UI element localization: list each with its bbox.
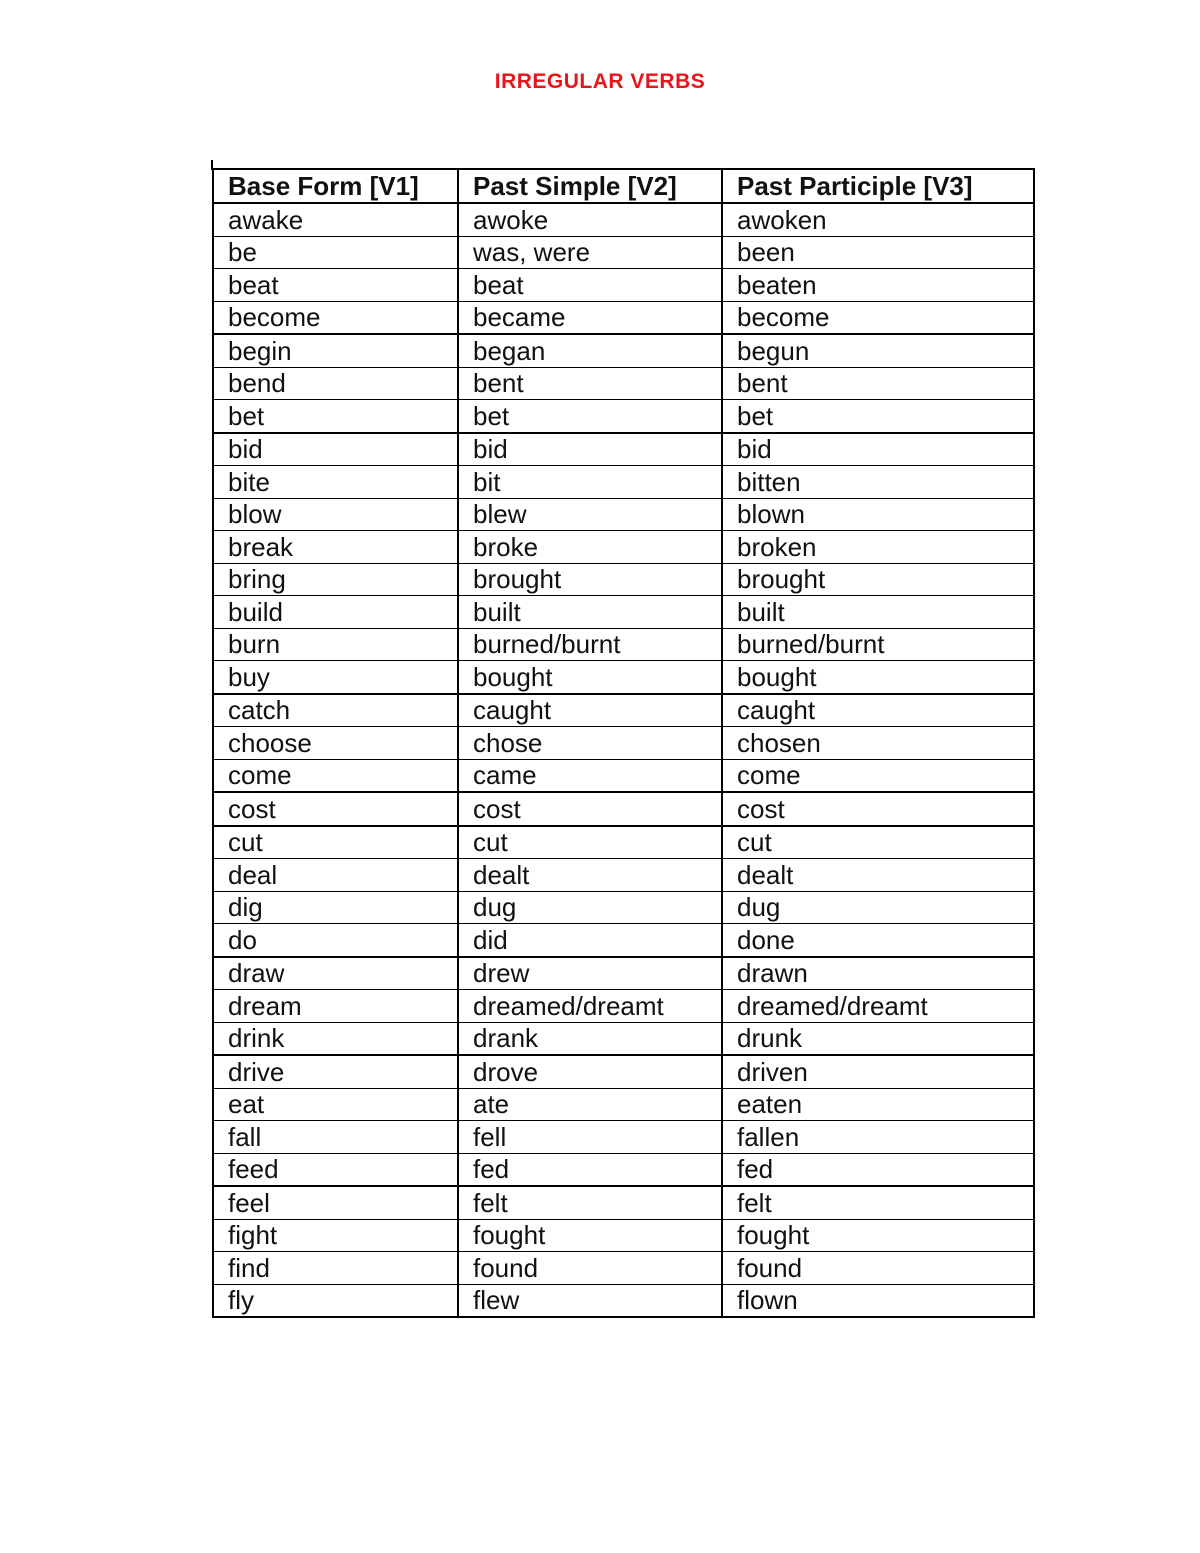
cell-base-form: cost — [213, 792, 458, 826]
cell-past-simple: flew — [458, 1284, 722, 1317]
table-row — [213, 466, 1034, 499]
cell-base-form: catch — [213, 694, 458, 727]
cell-past-participle: drawn — [722, 957, 1034, 990]
cell-base-form: find — [213, 1252, 458, 1285]
table-header-row — [213, 169, 1034, 203]
cell-past-simple: beat — [458, 269, 722, 302]
cell-past-simple: began — [458, 334, 722, 367]
table-row — [213, 628, 1034, 661]
table-row — [213, 1121, 1034, 1154]
cell-base-form: build — [213, 596, 458, 629]
cell-base-form: fall — [213, 1121, 458, 1154]
cell-past-simple: broke — [458, 531, 722, 564]
table-row — [213, 236, 1034, 269]
cell-past-simple: bid — [458, 433, 722, 466]
cell-past-simple: bought — [458, 661, 722, 694]
cell-base-form: awake — [213, 203, 458, 236]
cell-past-participle: burned/burnt — [722, 628, 1034, 661]
cell-past-simple: bet — [458, 400, 722, 433]
cell-past-participle: found — [722, 1252, 1034, 1285]
cell-past-participle: felt — [722, 1186, 1034, 1219]
cell-base-form: fight — [213, 1219, 458, 1252]
cell-base-form: begin — [213, 334, 458, 367]
table-row — [213, 826, 1034, 859]
cell-past-participle: cut — [722, 826, 1034, 859]
cell-base-form: deal — [213, 859, 458, 892]
table-row — [213, 1055, 1034, 1088]
cell-past-simple: fell — [458, 1121, 722, 1154]
table-row — [213, 1284, 1034, 1317]
cell-base-form: be — [213, 236, 458, 269]
cell-base-form: come — [213, 759, 458, 792]
cell-past-simple: drove — [458, 1055, 722, 1088]
cell-past-participle: dreamed/dreamt — [722, 990, 1034, 1023]
cell-past-participle: fallen — [722, 1121, 1034, 1154]
cell-past-simple: felt — [458, 1186, 722, 1219]
cell-base-form: become — [213, 301, 458, 334]
cell-past-participle: dealt — [722, 859, 1034, 892]
table-row — [213, 1088, 1034, 1121]
cell-past-simple: bit — [458, 466, 722, 499]
cell-past-participle: driven — [722, 1055, 1034, 1088]
table-row — [213, 792, 1034, 826]
cell-base-form: blow — [213, 498, 458, 531]
cell-base-form: drink — [213, 1022, 458, 1055]
cell-past-simple: awoke — [458, 203, 722, 236]
cell-base-form: bend — [213, 367, 458, 400]
irregular-verbs-table — [212, 168, 1035, 1318]
column-header-past-participle: Past Participle [V3] — [722, 169, 1034, 203]
table-row — [213, 531, 1034, 564]
cell-past-participle: bent — [722, 367, 1034, 400]
cell-past-simple: fought — [458, 1219, 722, 1252]
cell-base-form: break — [213, 531, 458, 564]
table-row — [213, 400, 1034, 433]
table-row — [213, 694, 1034, 727]
cell-past-participle: dug — [722, 891, 1034, 924]
cell-past-simple: brought — [458, 563, 722, 596]
table-row — [213, 203, 1034, 236]
cell-past-participle: bet — [722, 400, 1034, 433]
cell-past-simple: burned/burnt — [458, 628, 722, 661]
table-row — [213, 1022, 1034, 1055]
table-row — [213, 1219, 1034, 1252]
cell-past-simple: dealt — [458, 859, 722, 892]
cell-past-participle: come — [722, 759, 1034, 792]
cell-past-simple: chose — [458, 727, 722, 760]
cell-past-participle: caught — [722, 694, 1034, 727]
cell-base-form: cut — [213, 826, 458, 859]
table-row — [213, 990, 1034, 1023]
cell-past-simple: found — [458, 1252, 722, 1285]
cell-past-participle: cost — [722, 792, 1034, 826]
cell-past-simple: was, were — [458, 236, 722, 269]
cell-base-form: do — [213, 924, 458, 957]
cell-past-participle: done — [722, 924, 1034, 957]
cell-base-form: feed — [213, 1153, 458, 1186]
table-row — [213, 859, 1034, 892]
cell-past-participle: awoken — [722, 203, 1034, 236]
cell-past-participle: eaten — [722, 1088, 1034, 1121]
cell-past-participle: beaten — [722, 269, 1034, 302]
table-row — [213, 1186, 1034, 1219]
table-row — [213, 367, 1034, 400]
cell-past-simple: blew — [458, 498, 722, 531]
cell-past-simple: bent — [458, 367, 722, 400]
cell-past-simple: ate — [458, 1088, 722, 1121]
table-row — [213, 727, 1034, 760]
table-row — [213, 301, 1034, 334]
table-row — [213, 334, 1034, 367]
cell-base-form: beat — [213, 269, 458, 302]
cell-past-participle: broken — [722, 531, 1034, 564]
cell-past-simple: did — [458, 924, 722, 957]
cell-past-participle: built — [722, 596, 1034, 629]
cell-past-participle: bitten — [722, 466, 1034, 499]
cell-past-simple: built — [458, 596, 722, 629]
cell-past-participle: fought — [722, 1219, 1034, 1252]
cell-past-participle: begun — [722, 334, 1034, 367]
cell-base-form: bite — [213, 466, 458, 499]
column-header-base-form: Base Form [V1] — [213, 169, 458, 203]
cell-base-form: feel — [213, 1186, 458, 1219]
cell-past-participle: drunk — [722, 1022, 1034, 1055]
cell-past-simple: came — [458, 759, 722, 792]
cell-base-form: eat — [213, 1088, 458, 1121]
cell-past-simple: caught — [458, 694, 722, 727]
table-row — [213, 596, 1034, 629]
cell-past-participle: bid — [722, 433, 1034, 466]
table-row — [213, 433, 1034, 466]
table-row — [213, 269, 1034, 302]
table-row — [213, 498, 1034, 531]
table-row — [213, 661, 1034, 694]
cell-past-participle: brought — [722, 563, 1034, 596]
cell-past-simple: became — [458, 301, 722, 334]
cell-past-participle: flown — [722, 1284, 1034, 1317]
table-body — [213, 203, 1034, 1317]
cell-past-simple: dug — [458, 891, 722, 924]
cell-past-simple: dreamed/dreamt — [458, 990, 722, 1023]
table-row — [213, 891, 1034, 924]
cell-past-participle: chosen — [722, 727, 1034, 760]
cell-past-simple: drew — [458, 957, 722, 990]
cell-base-form: choose — [213, 727, 458, 760]
cell-past-simple: drank — [458, 1022, 722, 1055]
column-header-past-simple: Past Simple [V2] — [458, 169, 722, 203]
cell-past-participle: fed — [722, 1153, 1034, 1186]
cell-base-form: bid — [213, 433, 458, 466]
table-row — [213, 759, 1034, 792]
cell-past-participle: bought — [722, 661, 1034, 694]
table-row — [213, 957, 1034, 990]
cell-base-form: bet — [213, 400, 458, 433]
cell-base-form: dream — [213, 990, 458, 1023]
cell-past-participle: become — [722, 301, 1034, 334]
cell-past-simple: cut — [458, 826, 722, 859]
cell-base-form: bring — [213, 563, 458, 596]
cell-base-form: fly — [213, 1284, 458, 1317]
cell-base-form: burn — [213, 628, 458, 661]
table-row — [213, 1252, 1034, 1285]
table-row — [213, 924, 1034, 957]
cell-base-form: dig — [213, 891, 458, 924]
table-row — [213, 1153, 1034, 1186]
cell-base-form: drive — [213, 1055, 458, 1088]
cell-base-form: buy — [213, 661, 458, 694]
table-row — [213, 563, 1034, 596]
cell-base-form: draw — [213, 957, 458, 990]
cell-past-participle: been — [722, 236, 1034, 269]
cell-past-simple: fed — [458, 1153, 722, 1186]
cell-past-participle: blown — [722, 498, 1034, 531]
page-title: IRREGULAR VERBS — [494, 70, 706, 93]
cell-past-simple: cost — [458, 792, 722, 826]
